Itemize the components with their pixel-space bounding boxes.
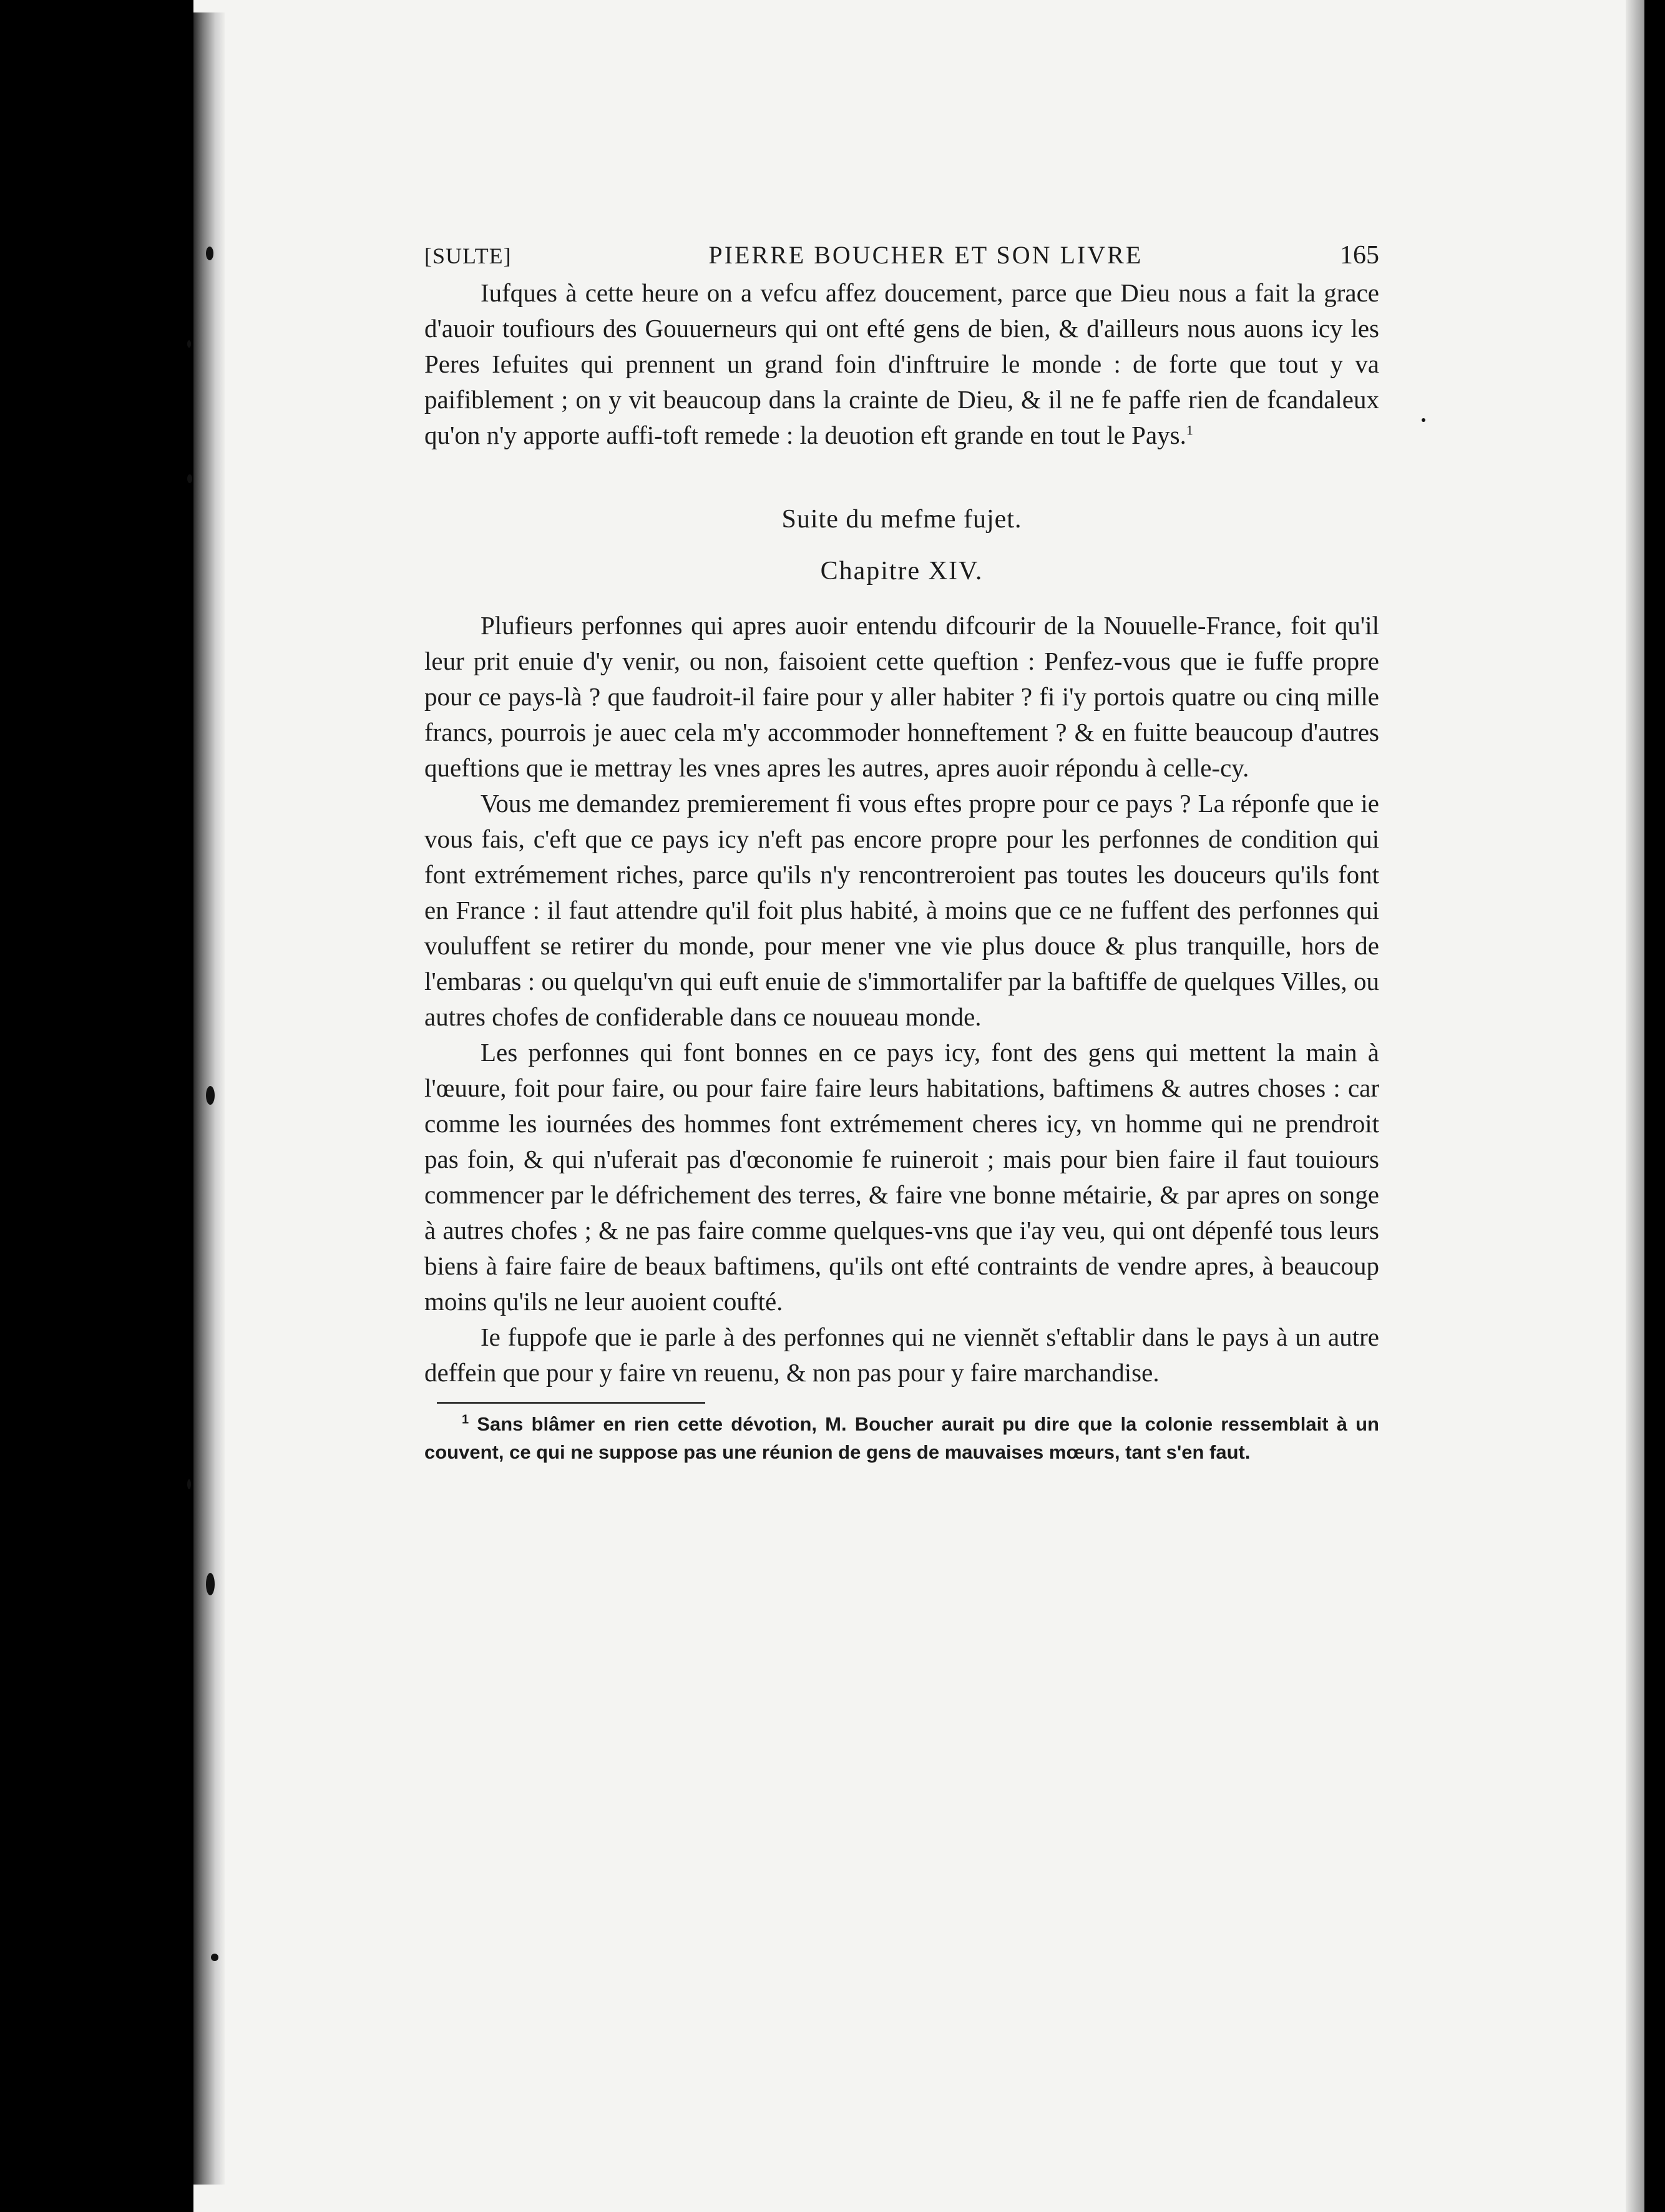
footnote-marker: 1	[462, 1412, 469, 1427]
speck	[206, 1086, 215, 1105]
page-edge	[1626, 0, 1644, 2212]
page-text	[424, 237, 1379, 1466]
paragraph: Ie fuppofe que ie parle à des perfonnes qui ne viennĕt s'eftablir dans le pays à un autre deffein que pour y faire vn reuenu, & non pas pour y faire marchandise.	[424, 1323, 1379, 1387]
paragraph: Vous me demandez premierement fi vous eftes propre pour ce pays ? La réponfe que ie vous fais, c'eft que ce pays icy n'eft pas encore propre pour les perfonnes de condition qui font extrémement riches, parce qu'ils n'y rencontreroient pas toutes les douceurs qu'ils font en France : il faut attendre qu'il foit plus habité, à moins que ce ne fuffent des perfonnes qui vouluffent se retirer du monde, pour mener vne vie plus douce & plus tranquille, hors de l'embaras : ou quelqu'vn qui euft enuie de s'immortalifer par la baftiffe de quelques Villes, ou autres chofes de confiderable dans ce nouueau monde.	[424, 789, 1379, 1031]
footnote	[424, 1410, 1379, 1466]
paragraph	[424, 275, 1379, 453]
speck	[206, 247, 213, 260]
running-header	[424, 237, 1379, 274]
speck	[187, 474, 192, 483]
section-heading: Suite du mefme fujet.	[781, 505, 1022, 534]
speck	[211, 1954, 218, 1961]
chapter-heading: Chapitre XIV.	[820, 557, 984, 585]
paragraph: Plufieurs perfonnes qui apres auoir entendu difcourir de la Nouuelle-France, foit qu'il leur prit enuie d'y venir, ou non, faisoient cette queftion : Penfez-vous que ie fuffe propre pour ce pays-là ? que faudroit-il faire pour y aller habiter ? fi i'y portois quatre ou cinq mille francs, pourrois je auec cela m'y accommoder honneftement ? & en fuitte beaucoup d'autres queftions que ie mettray les vnes apres les autres, apres auoir répondu à celle-cy.	[424, 611, 1379, 782]
footnote-reference: 1	[1186, 422, 1193, 438]
header-author: [SULTE]	[424, 243, 512, 268]
speck	[187, 340, 191, 348]
paragraph: Les perfonnes qui font bonnes en ce pays icy, font des gens qui mettent la main à l'œuure, foit pour faire, ou pour faire faire leurs habitations, baftimens & autres choses : car comme les iournées des hommes font extrémement cheres icy, vn homme qui ne prendroit pas foin, & qui n'uferait pas d'œconomie fe ruineroit ; mais pour bien faire il faut touiours commencer par le défrichement des terres, & faire vne bonne métairie, & par apres on songe à autres chofes ; & ne pas faire comme quelques-vns que i'ay veu, qui ont dépenfé tous leurs biens à faire faire de beaux baftimens, qu'ils ont efté contraints de vendre apres, à beaucoup moins qu'ils ne leur auoient coufté.	[424, 1038, 1379, 1316]
speck	[1422, 418, 1425, 422]
speck	[187, 1479, 191, 1489]
footnote-divider	[437, 1402, 705, 1404]
speck	[206, 1573, 215, 1595]
footnote-text: Sans blâmer en rien cette dévotion, M. Boucher aurait pu dire que la colonie ressemblait à un couvent, ce qui ne suppose pas une réunion de gens de mauvaises mœurs, tant s'en faut.	[424, 1413, 1379, 1463]
page-number: 165	[1339, 241, 1379, 270]
header-title: PIERRE BOUCHER ET SON LIVRE	[708, 241, 1143, 269]
paragraph-text: Iufques à cette heure on a vefcu affez doucement, parce que Dieu nous a fait la grace d'auoir toufiours des Gouuerneurs qui ont efté gens de bien, & d'ailleurs nous auons icy les Peres Iefuites qui prennent un grand foin d'inftruire le monde : de forte que tout y va paifiblement ; on y vit beaucoup dans la crainte de Dieu, & il ne fe paffe rien de fcandaleux qu'on n'y apporte auffi-toft remede : la deuotion eft grande en tout le Pays.	[424, 278, 1379, 449]
